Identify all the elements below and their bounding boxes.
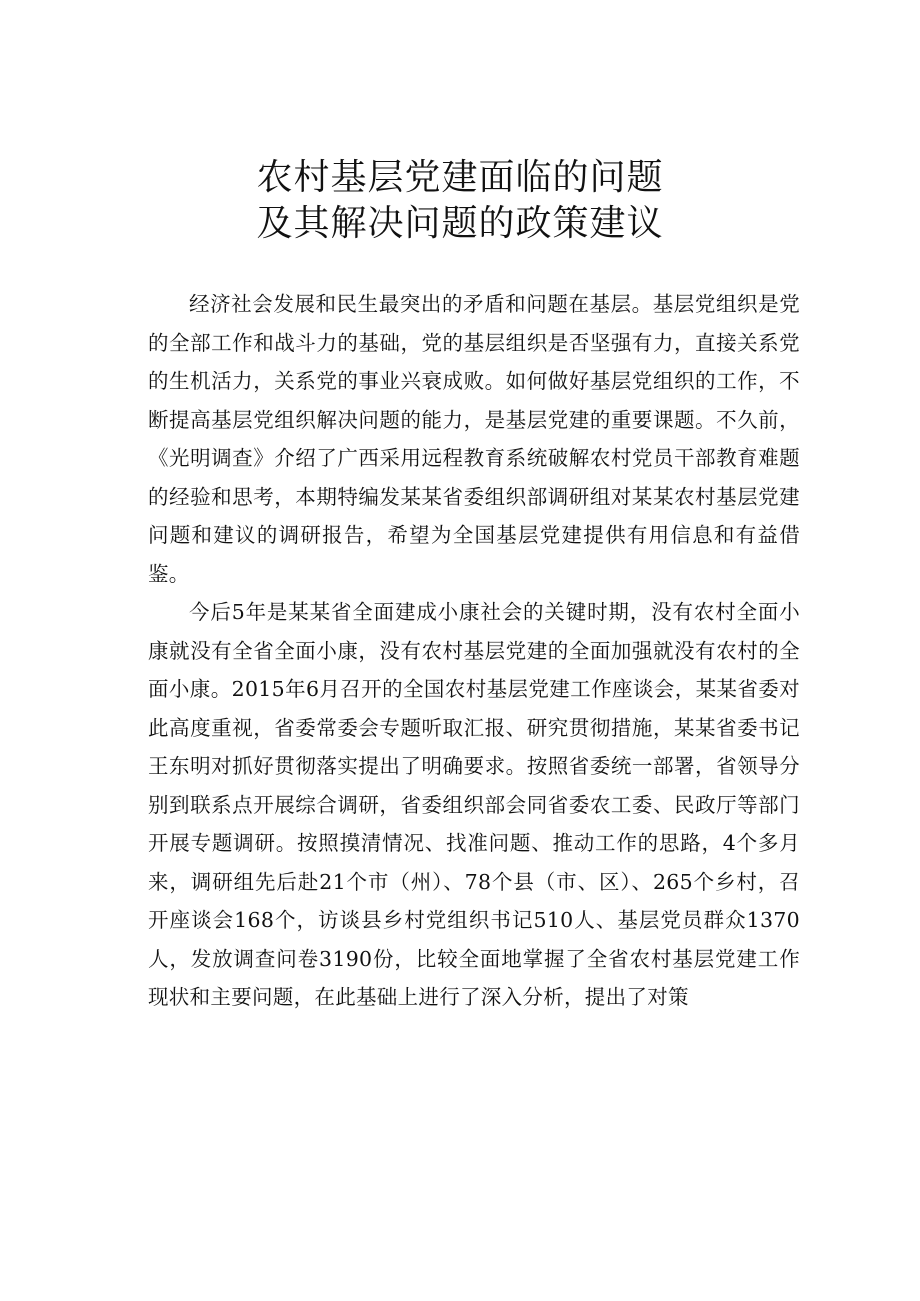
title-line-2: 及其解决问题的政策建议 [256,203,664,244]
paragraph-intro: 经济社会发展和民生最突出的矛盾和问题在基层。基层党组织是党的全部工作和战斗力的基础，党的基层组织是否坚强有力，直接关系党的生机活力，关系党的事业兴衰成败。如何做好基层党组织的工作，不断提高基层党组织解决问题的能力，是基层党建的重要课题。不久前，《光明调查》介绍了广西采用远程教育系统破解农村党员干部教育难题的经验和思考，本期特编发某某省委组织部调研组对某某农村基层党建问题和建议的调研报告，希望为全国基层党建提供有用信息和有益借鉴。 [148,292,800,586]
document-body [148,285,800,1017]
title-line-1: 农村基层党建面临的问题 [256,157,664,198]
paragraph-research: 今后5年是某某省全面建成小康社会的关键时期，没有农村全面小康就没有全省全面小康，没有农村基层党建的全面加强就没有农村的全面小康。2015年6月召开的全国农村基层党建工作座谈会，某某省委对此高度重视，省委常委会专题听取汇报、研究贯彻措施，某某省委书记王东明对抓好贯彻落实提出了明确要求。按照省委统一部署，省领导分别到联系点开展综合调研，省委组织部会同省委农工委、民政厅等部门开展专题调研。按照摸清情况、找准问题、推动工作的思路，4个多月来，调研组先后赴21个市（州）、78个县（市、区）、265个乡村，召开座谈会168个，访谈县乡村党组织书记510人、基层党员群众1370人，发放调查问卷3190份，比较全面地掌握了全省农村基层党建工作现状和主要问题，在此基础上进行了深入分析，提出了对策 [148,600,800,1009]
document-title [0,155,920,247]
